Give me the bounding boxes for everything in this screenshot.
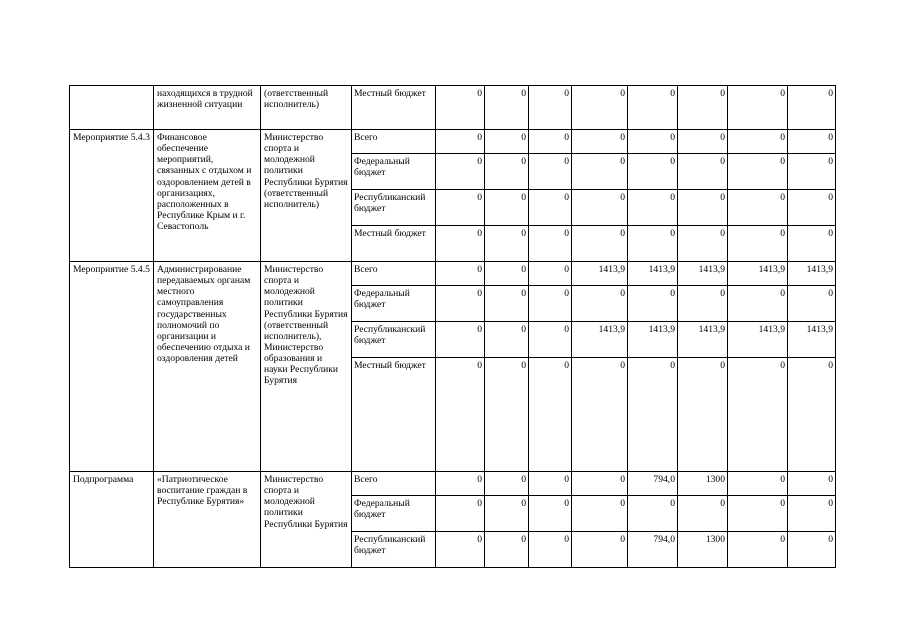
value-cell: 794,0 — [628, 532, 678, 568]
value-cell: 0 — [728, 226, 788, 262]
value-cell: 0 — [529, 532, 572, 568]
value-cell: 0 — [728, 130, 788, 154]
funding-source-cell: Федеральный бюджет — [352, 286, 436, 322]
value-cell: 0 — [678, 286, 728, 322]
value-cell: 0 — [788, 286, 836, 322]
funding-source-cell: Всего — [352, 262, 436, 286]
table-body — [70, 86, 836, 568]
value-cell: 0 — [628, 190, 678, 226]
value-cell: 0 — [728, 496, 788, 532]
value-cell: 0 — [529, 496, 572, 532]
value-cell: 0 — [572, 226, 628, 262]
value-cell: 1300 — [678, 472, 728, 496]
status-cell: Мероприятие 5.4.5 — [70, 262, 154, 472]
value-cell: 0 — [678, 226, 728, 262]
value-cell: 0 — [628, 154, 678, 190]
value-cell: 0 — [436, 472, 485, 496]
value-cell: 0 — [788, 496, 836, 532]
value-cell: 1413,9 — [572, 262, 628, 286]
status-cell: Мероприятие 5.4.3 — [70, 130, 154, 262]
value-cell: 0 — [485, 226, 529, 262]
value-cell: 0 — [485, 322, 529, 358]
value-cell: 0 — [678, 358, 728, 472]
value-cell: 0 — [436, 130, 485, 154]
value-cell: 0 — [529, 226, 572, 262]
value-cell: 0 — [728, 358, 788, 472]
value-cell: 0 — [572, 154, 628, 190]
value-cell: 0 — [678, 130, 728, 154]
value-cell: 0 — [728, 286, 788, 322]
value-cell: 0 — [485, 86, 529, 130]
value-cell: 0 — [628, 130, 678, 154]
name-cell: Администрирование передаваемых органам местного самоуправления государственных полномочий по организации и обеспечению отдыха и оздоровления детей — [154, 262, 261, 472]
value-cell: 0 — [788, 86, 836, 130]
table-row — [70, 262, 836, 286]
value-cell: 0 — [678, 154, 728, 190]
value-cell: 1413,9 — [678, 262, 728, 286]
table-row — [70, 130, 836, 154]
value-cell: 0 — [628, 86, 678, 130]
name-cell: Финансовое обеспечение мероприятий, связанных с отдыхом и оздоровлением детей в организациях, расположенных в Республике Крым и г. Севастополь — [154, 130, 261, 262]
value-cell: 1413,9 — [628, 322, 678, 358]
value-cell: 0 — [436, 496, 485, 532]
value-cell: 0 — [678, 496, 728, 532]
value-cell: 0 — [628, 286, 678, 322]
name-cell: находящихся в трудной жизненной ситуации — [154, 86, 261, 130]
value-cell: 0 — [436, 262, 485, 286]
value-cell: 1413,9 — [728, 262, 788, 286]
budget-table — [69, 85, 836, 568]
value-cell: 1413,9 — [788, 262, 836, 286]
value-cell: 0 — [485, 190, 529, 226]
funding-source-cell: Местный бюджет — [352, 358, 436, 472]
value-cell: 0 — [436, 190, 485, 226]
funding-source-cell: Местный бюджет — [352, 86, 436, 130]
value-cell: 0 — [728, 154, 788, 190]
value-cell: 0 — [485, 358, 529, 472]
value-cell: 0 — [529, 262, 572, 286]
value-cell: 0 — [436, 286, 485, 322]
funding-source-cell: Федеральный бюджет — [352, 496, 436, 532]
value-cell: 0 — [529, 322, 572, 358]
value-cell: 1413,9 — [728, 322, 788, 358]
executor-cell: (ответственный исполнитель) — [261, 86, 352, 130]
value-cell: 0 — [529, 130, 572, 154]
value-cell: 0 — [788, 358, 836, 472]
value-cell: 0 — [572, 496, 628, 532]
value-cell: 0 — [572, 190, 628, 226]
value-cell: 0 — [788, 472, 836, 496]
value-cell: 0 — [485, 472, 529, 496]
value-cell: 0 — [529, 358, 572, 472]
funding-source-cell: Федеральный бюджет — [352, 154, 436, 190]
value-cell: 0 — [529, 86, 572, 130]
value-cell: 0 — [728, 86, 788, 130]
value-cell: 0 — [572, 358, 628, 472]
value-cell: 0 — [436, 322, 485, 358]
name-cell: «Патриотическое воспитание граждан в Республике Бурятия» — [154, 472, 261, 568]
value-cell: 0 — [436, 532, 485, 568]
value-cell: 0 — [572, 472, 628, 496]
executor-cell: Министерство спорта и молодежной политики Республики Бурятия (ответственный исполнитель) — [261, 130, 352, 262]
value-cell: 1413,9 — [572, 322, 628, 358]
value-cell: 0 — [788, 226, 836, 262]
executor-cell: Министерство спорта и молодежной политики Республики Бурятия — [261, 472, 352, 568]
value-cell: 0 — [678, 190, 728, 226]
funding-source-cell: Республиканский бюджет — [352, 532, 436, 568]
status-cell — [70, 86, 154, 130]
funding-source-cell: Всего — [352, 130, 436, 154]
value-cell: 0 — [728, 532, 788, 568]
value-cell: 0 — [436, 358, 485, 472]
value-cell: 0 — [572, 130, 628, 154]
table-row — [70, 86, 836, 130]
value-cell: 0 — [572, 286, 628, 322]
value-cell: 0 — [529, 286, 572, 322]
funding-source-cell: Республиканский бюджет — [352, 322, 436, 358]
value-cell: 0 — [628, 358, 678, 472]
value-cell: 0 — [485, 496, 529, 532]
value-cell: 1413,9 — [678, 322, 728, 358]
value-cell: 0 — [485, 262, 529, 286]
value-cell: 0 — [485, 286, 529, 322]
executor-cell: Министерство спорта и молодежной политики Республики Бурятия (ответственный исполнитель), Министерство образования и науки Республики Бурятия — [261, 262, 352, 472]
value-cell: 0 — [628, 226, 678, 262]
value-cell: 0 — [436, 154, 485, 190]
table-row — [70, 472, 836, 496]
value-cell: 0 — [788, 532, 836, 568]
value-cell: 1413,9 — [628, 262, 678, 286]
value-cell: 0 — [529, 190, 572, 226]
funding-source-cell: Местный бюджет — [352, 226, 436, 262]
status-cell: Подпрограмма — [70, 472, 154, 568]
value-cell: 0 — [678, 86, 728, 130]
value-cell: 0 — [529, 154, 572, 190]
value-cell: 0 — [485, 532, 529, 568]
value-cell: 0 — [485, 130, 529, 154]
value-cell: 794,0 — [628, 472, 678, 496]
value-cell: 1300 — [678, 532, 728, 568]
value-cell: 0 — [788, 130, 836, 154]
value-cell: 0 — [728, 190, 788, 226]
value-cell: 0 — [485, 154, 529, 190]
value-cell: 0 — [529, 472, 572, 496]
funding-source-cell: Республиканский бюджет — [352, 190, 436, 226]
value-cell: 0 — [728, 472, 788, 496]
value-cell: 0 — [788, 154, 836, 190]
funding-source-cell: Всего — [352, 472, 436, 496]
value-cell: 0 — [572, 532, 628, 568]
value-cell: 0 — [572, 86, 628, 130]
value-cell: 0 — [628, 496, 678, 532]
value-cell: 0 — [788, 190, 836, 226]
value-cell: 1413,9 — [788, 322, 836, 358]
value-cell: 0 — [436, 226, 485, 262]
value-cell: 0 — [436, 86, 485, 130]
